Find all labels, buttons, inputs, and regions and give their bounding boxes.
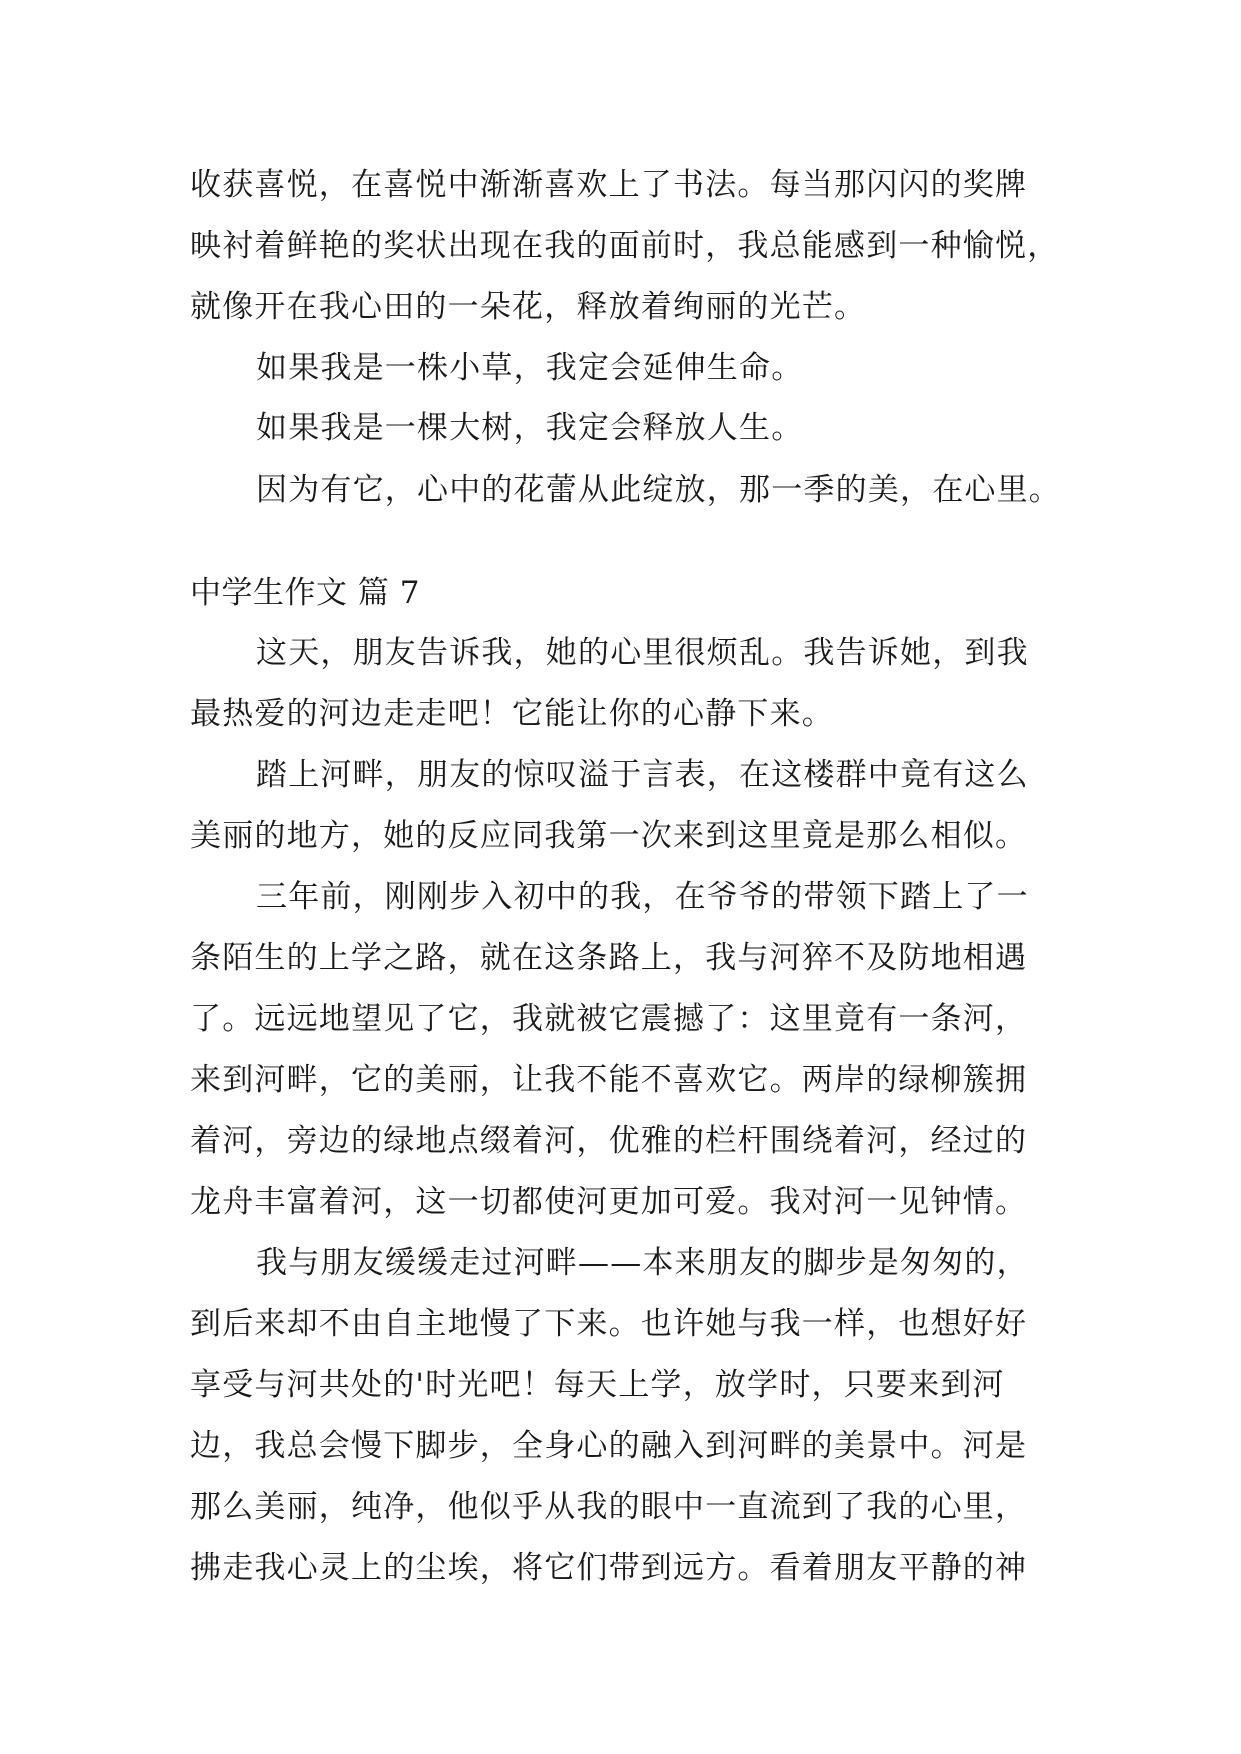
- paragraph-line: 如果我是一棵大树，我定会释放人生。: [256, 410, 804, 446]
- paragraph-line: 享受与河共处的'时光吧！每天上学，放学时，只要来到河: [190, 1367, 1005, 1403]
- paragraph-line: 三年前，刚刚步入初中的我，在爷爷的带领下踏上了一: [256, 879, 1029, 915]
- paragraph-line: 边，我总会慢下脚步，全身心的融入到河畔的美景中。河是: [190, 1428, 1028, 1464]
- paragraph-line: 美丽的地方，她的反应同我第一次来到这里竟是那么相似。: [190, 818, 1028, 854]
- section-heading: 中学生作文 篇 7: [190, 575, 420, 611]
- paragraph-line: 映衬着鲜艳的奖状出现在我的面前时，我总能感到一种愉悦，: [190, 228, 1060, 264]
- paragraph-line: 条陌生的上学之路，就在这条路上，我与河猝不及防地相遇: [190, 940, 1028, 976]
- paragraph-line: 那么美丽，纯净，他似乎从我的眼中一直流到了我的心里，: [190, 1489, 1028, 1525]
- paragraph-line: 最热爱的河边走走吧！它能让你的心静下来。: [190, 696, 834, 732]
- paragraph-line: 我与朋友缓缓走过河畔——本来朋友的脚步是匆匆的，: [256, 1245, 1029, 1281]
- paragraph-line: 龙舟丰富着河，这一切都使河更加可爱。我对河一见钟情。: [190, 1184, 1028, 1220]
- paragraph-line: 因为有它，心中的花蕾从此绽放，那一季的美，在心里。: [256, 472, 1061, 508]
- paragraph-line: 着河，旁边的绿地点缀着河，优雅的栏杆围绕着河，经过的: [190, 1123, 1028, 1159]
- paragraph-line: 如果我是一株小草，我定会延伸生命。: [256, 350, 804, 386]
- paragraph-line: 就像开在我心田的一朵花，释放着绚丽的光芒。: [190, 289, 867, 325]
- paragraph-line: 来到河畔，它的美丽，让我不能不喜欢它。两岸的绿柳簇拥: [190, 1062, 1028, 1098]
- paragraph-line: 了。远远地望见了它，我就被它震撼了：这里竟有一条河，: [190, 1001, 1028, 1037]
- paragraph-line: 这天，朋友告诉我，她的心里很烦乱。我告诉她，到我: [256, 635, 1029, 671]
- paragraph-line: 踏上河畔，朋友的惊叹溢于言表，在这楼群中竟有这么: [256, 757, 1029, 793]
- paragraph-line: 拂走我心灵上的尘埃，将它们带到远方。看着朋友平静的神: [190, 1550, 1028, 1586]
- paragraph-line: 到后来却不由自主地慢了下来。也许她与我一样，也想好好: [190, 1306, 1028, 1342]
- paragraph-line: 收获喜悦，在喜悦中渐渐喜欢上了书法。每当那闪闪的奖牌: [190, 167, 1028, 203]
